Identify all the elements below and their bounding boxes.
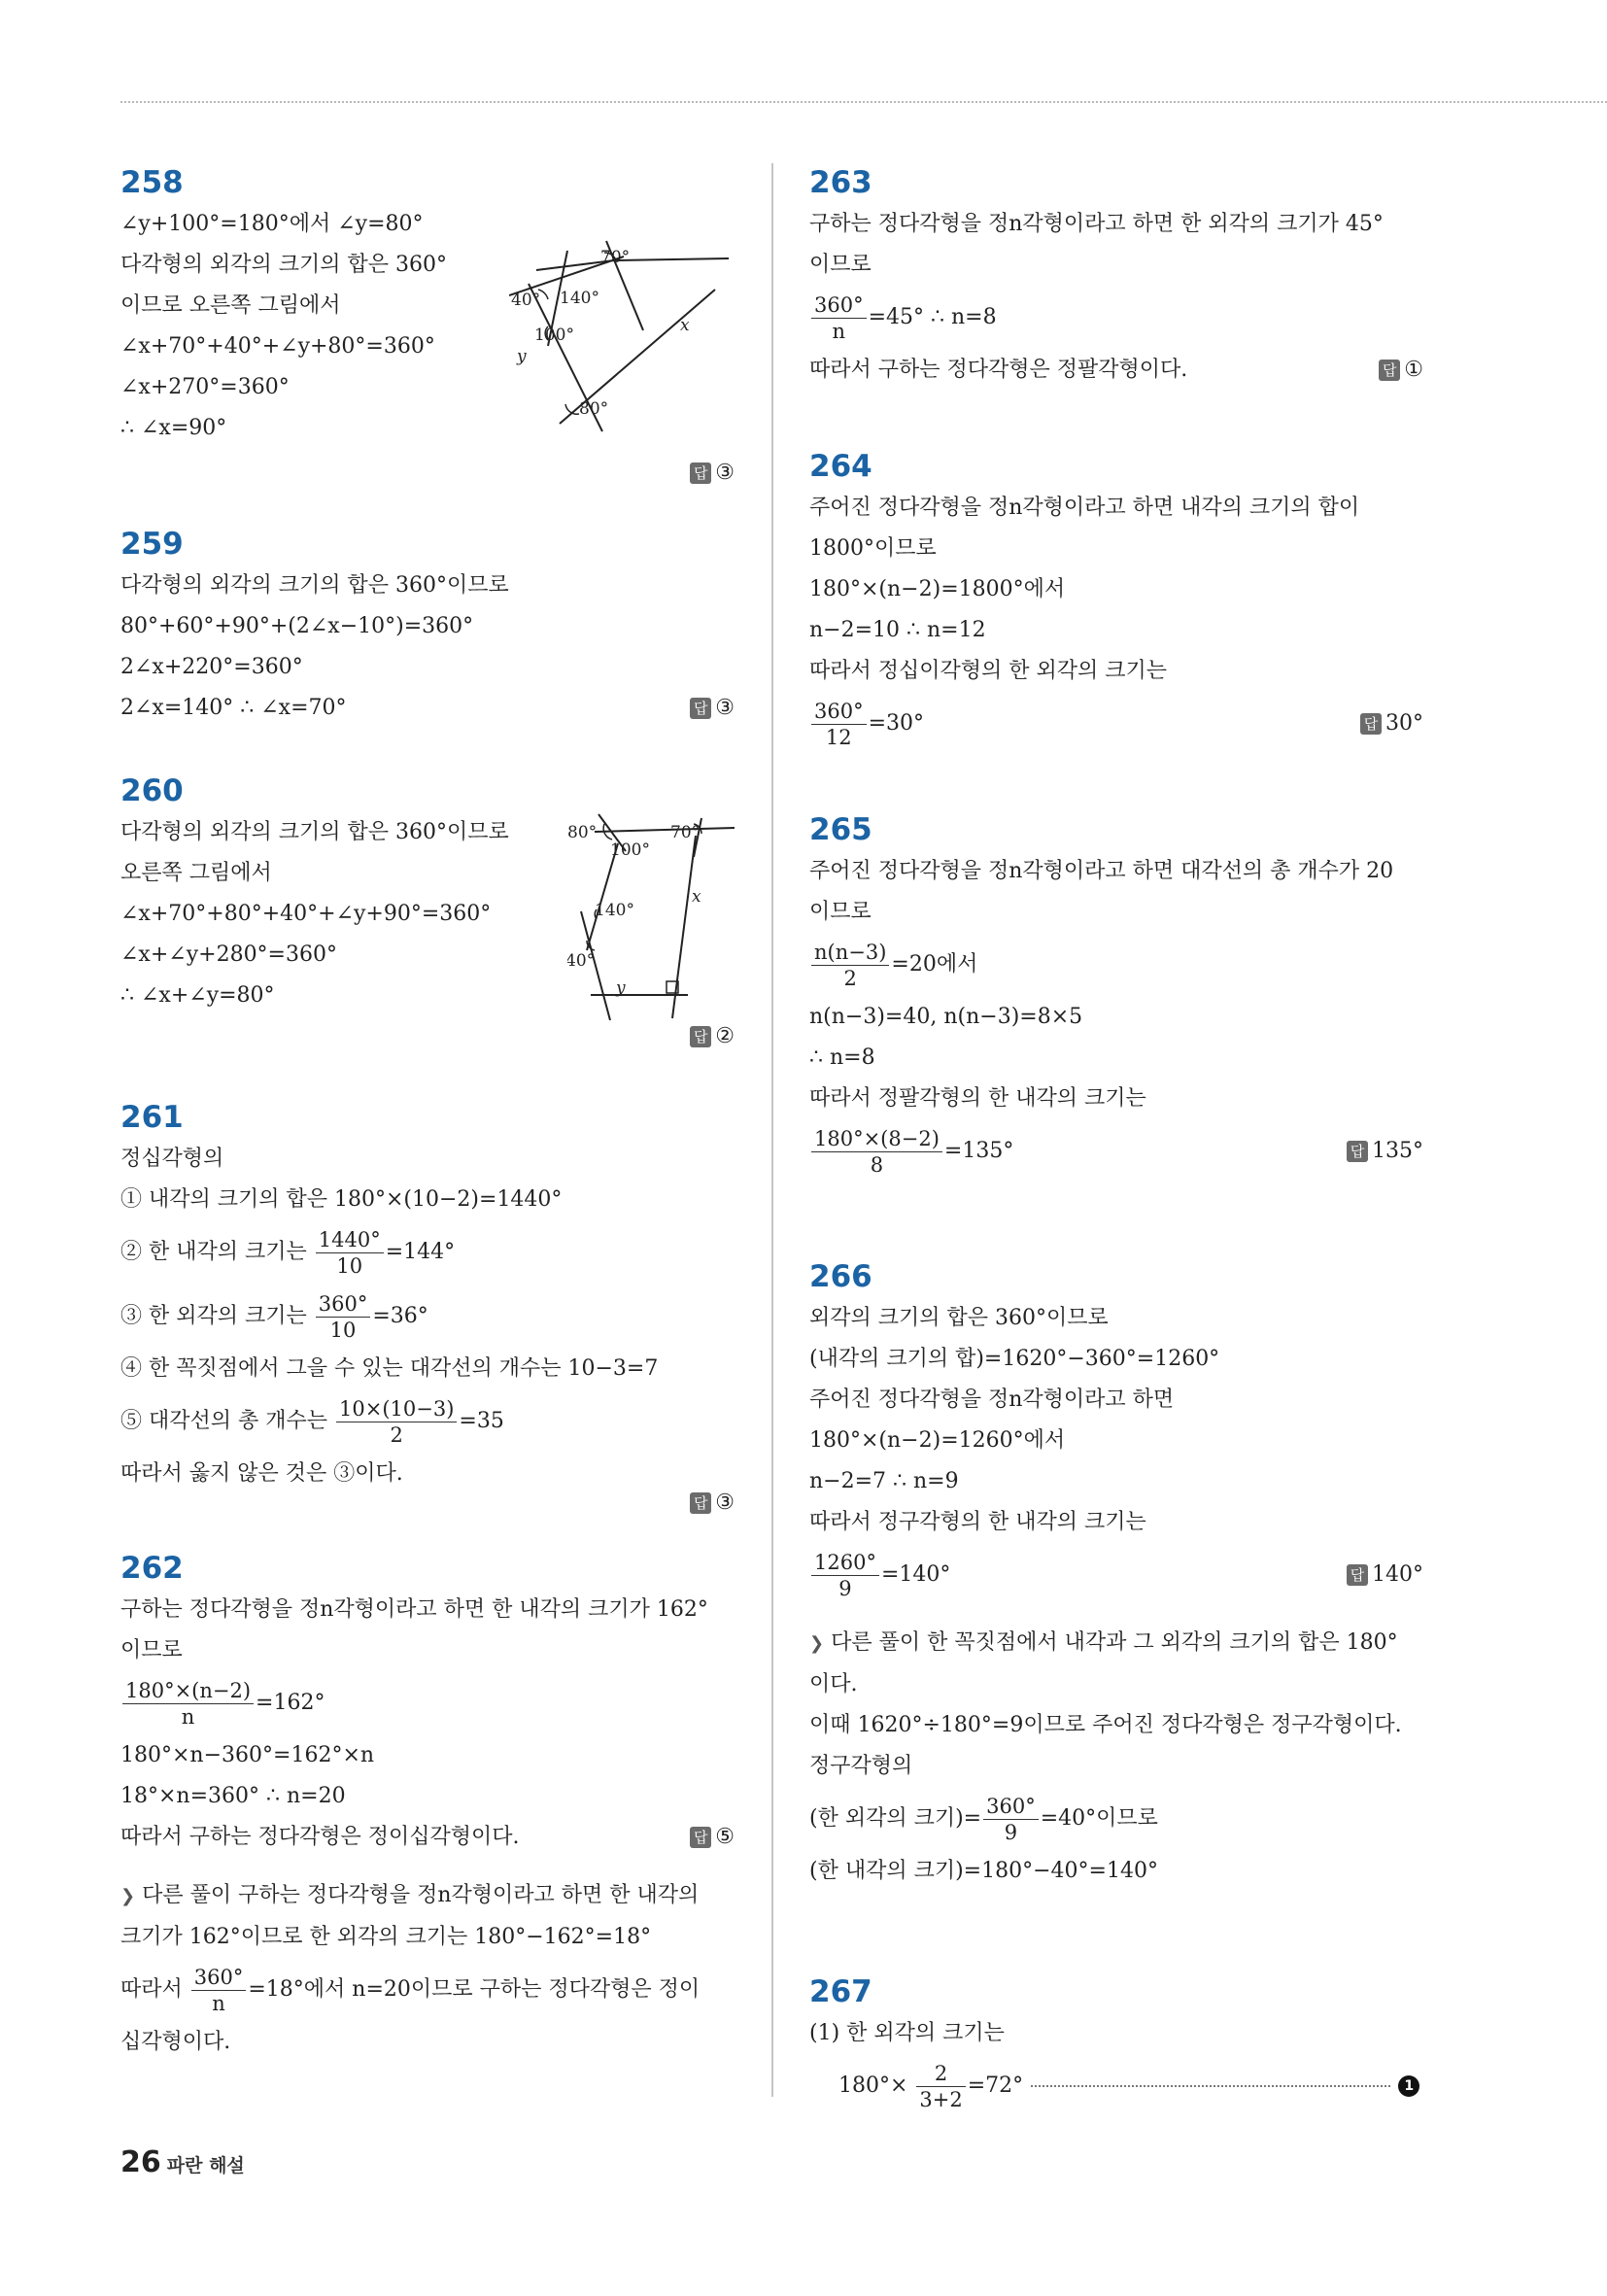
denominator: 3+2 [919, 2087, 963, 2111]
alternative-solution-line: (한 내각의 크기)=180°−40°=140° [809, 1859, 1158, 1883]
text: 다른 풀이 구하는 정다각형을 정n각형이라고 하면 한 내각의 [142, 1883, 700, 1907]
angle-label: 40° [567, 951, 596, 971]
solution-line: 따라서 정구각형의 한 내각의 크기는 [809, 1510, 1146, 1534]
fraction [811, 1550, 879, 1601]
fraction [811, 699, 867, 750]
answer-value: 135° [1372, 1139, 1423, 1163]
answer-label: 답 [1347, 1141, 1368, 1162]
answer [1347, 1555, 1423, 1595]
fraction [916, 2061, 965, 2112]
alternative-solution-line [809, 1787, 1423, 1851]
problem-number: 263 [809, 165, 872, 200]
solution-line: n(n−3)=40, n(n−3)=8×5 [809, 1005, 1083, 1029]
answer-value: ③ [715, 696, 735, 720]
solution-line: ∴ n=8 [809, 1045, 875, 1070]
solution-line [809, 2054, 1423, 2118]
angle-label: 40° [511, 291, 541, 310]
alternative-solution-line [120, 1875, 735, 1917]
solution-line: 따라서 정십이각형의 한 외각의 크기는 [809, 659, 1168, 683]
text: 따라서 [120, 1977, 189, 2002]
denominator: 2 [843, 966, 857, 990]
denominator: 8 [870, 1152, 884, 1177]
answer [690, 1483, 735, 1524]
solution-line: n−2=7 ∴ n=9 [809, 1469, 959, 1493]
numerator: 360° [811, 292, 867, 319]
numerator: 180°×(n−2) [122, 1678, 254, 1704]
angle-label: 80° [567, 823, 598, 842]
problem-267 [809, 1972, 1423, 2118]
solution-line: 이므로 오른쪽 그림에서 [120, 293, 341, 318]
answer-label: 답 [690, 463, 711, 484]
angle-label: 70° [600, 248, 631, 267]
text: (한 외각의 크기)= [809, 1806, 982, 1831]
numerator: 10×(10−3) [336, 1396, 457, 1422]
problem-number: 265 [809, 812, 872, 847]
fraction [336, 1396, 457, 1448]
numerator: n(n−3) [811, 940, 889, 966]
solution-line: 2∠x=140° ∴ ∠x=70° [120, 696, 347, 720]
problem-number: 259 [120, 527, 184, 562]
answer-value: ① [1404, 358, 1423, 382]
text: ⑤ 대각선의 총 개수는 [120, 1409, 334, 1433]
fraction [122, 1678, 254, 1730]
solution-line: 180°×(n−2)=1800°에서 [809, 577, 1066, 601]
answer [690, 688, 735, 729]
text: =45° ∴ n=8 [868, 305, 997, 329]
answer [690, 453, 735, 494]
solution-line: 구하는 정다각형을 정n각형이라고 하면 한 내각의 크기가 162° [120, 1597, 708, 1622]
fraction [811, 292, 867, 344]
solution-line [120, 1671, 735, 1735]
book-section-label: 파란 해설 [166, 2155, 245, 2176]
answer-value: 140° [1372, 1562, 1423, 1587]
solution-line: 80°+60°+90°+(2∠x−10°)=360° [120, 614, 474, 638]
solution-line: 다각형의 외각의 크기의 합은 360°이므로 [120, 573, 509, 598]
text: =20에서 [891, 952, 978, 977]
solution-line [120, 1389, 735, 1454]
solution-line: ∠x+270°=360° [120, 375, 290, 399]
problem-number: 267 [809, 1974, 872, 2009]
solution-line: 180°×n−360°=162°×n [120, 1743, 375, 1767]
solution-line: ∠x+70°+40°+∠y+80°=360° [120, 334, 435, 359]
problem-number: 266 [809, 1259, 872, 1294]
solution-line: (1) 한 외각의 크기는 [809, 2021, 1005, 2045]
problem-number: 261 [120, 1100, 184, 1135]
text: 따라서 구하는 정다각형은 정이십각형이다. [120, 1825, 520, 1849]
angle-label: 70° [670, 823, 701, 842]
pentagon-figure-258 [509, 239, 735, 437]
solution-line: ① 내각의 크기의 합은 180°×(10−2)=1440° [120, 1187, 563, 1212]
denominator: n [181, 1704, 195, 1729]
fraction [316, 1227, 384, 1279]
denominator: 2 [390, 1422, 403, 1447]
text: 다른 풀이 한 꼭짓점에서 내각과 그 외각의 크기의 합은 180° [831, 1630, 1398, 1655]
solution-line [120, 1817, 735, 1858]
numerator: 360° [811, 699, 867, 725]
top-dotted-rule [120, 101, 1607, 103]
alt-solution-marker: ❯ [809, 1633, 825, 1654]
solution-line: 다각형의 외각의 크기의 합은 360°이므로 [120, 820, 509, 844]
problem-number: 258 [120, 165, 184, 200]
numerator: 180°×(8−2) [811, 1126, 942, 1152]
fraction [191, 1965, 247, 2016]
alternative-solution-line: 이때 1620°÷180°=9이므로 주어진 정다각형은 정구각형이다. [809, 1713, 1402, 1737]
solution-line: 오른쪽 그림에서 [120, 861, 272, 885]
answer-label: 답 [1347, 1564, 1368, 1586]
step-number-badge: 1 [1398, 2075, 1419, 2097]
problem-number: 264 [809, 449, 872, 484]
solution-line: 이므로 [809, 253, 872, 277]
problem-262 [120, 1549, 735, 2063]
text: =72° [967, 2073, 1024, 2098]
solution-line: 1800°이므로 [809, 536, 937, 561]
answer [690, 1817, 735, 1858]
solution-line [809, 692, 1423, 756]
answer [690, 1016, 735, 1057]
solution-line: n−2=10 ∴ n=12 [809, 618, 986, 642]
answer-label: 답 [690, 1492, 711, 1514]
answer-label: 답 [690, 698, 711, 719]
text: =36° [372, 1304, 428, 1328]
alternative-solution-line [809, 1623, 1423, 1664]
angle-label: x [680, 316, 690, 335]
problem-259 [120, 525, 735, 771]
solution-line: 따라서 정팔각형의 한 내각의 크기는 [809, 1086, 1146, 1111]
denominator: 9 [838, 1576, 852, 1600]
fraction [811, 940, 889, 991]
problem-number: 262 [120, 1551, 184, 1586]
text: ② 한 내각의 크기는 [120, 1240, 314, 1264]
angle-label: 140° [560, 289, 599, 308]
text: =135° [943, 1139, 1014, 1163]
numerator: 360° [191, 1965, 247, 1991]
solution-line [809, 350, 1423, 391]
numerator: 2 [916, 2061, 965, 2087]
answer-label: 답 [1379, 360, 1400, 381]
problem-number: 260 [120, 773, 184, 808]
problem-264 [809, 447, 1423, 810]
problem-260 [120, 771, 735, 1098]
solution-line: 주어진 정다각형을 정n각형이라고 하면 내각의 크기의 합이 [809, 496, 1360, 520]
numerator: 360° [983, 1794, 1039, 1820]
answer-label: 답 [690, 1827, 711, 1848]
answer-value: ② [715, 1024, 735, 1048]
answer-label: 답 [690, 1026, 711, 1047]
alt-solution-marker: ❯ [120, 1886, 136, 1906]
solution-line: 2∠x+220°=360° [120, 655, 303, 679]
problem-266 [809, 1257, 1423, 1972]
solution-line: 18°×n=360° ∴ n=20 [120, 1784, 346, 1808]
fraction [983, 1794, 1039, 1845]
column-divider [771, 163, 773, 2097]
answer-value: 30° [1385, 711, 1423, 736]
text: =35 [459, 1409, 504, 1433]
text: =144° [385, 1240, 456, 1264]
denominator: 9 [1004, 1820, 1018, 1844]
solution-line: ∴ ∠x+∠y=80° [120, 983, 275, 1008]
angle-label: 100° [534, 326, 574, 345]
solution-line: 외각의 크기의 합은 360°이므로 [809, 1306, 1109, 1330]
answer-value: ⑤ [715, 1825, 735, 1849]
left-column [120, 163, 735, 2063]
solution-line: 주어진 정다각형을 정n각형이라고 하면 대각선의 총 개수가 20 [809, 859, 1394, 883]
denominator: 10 [336, 1253, 363, 1278]
numerator: 1440° [316, 1227, 384, 1253]
angle-label: 100° [610, 840, 650, 860]
alternative-solution-line: 이다. [809, 1672, 858, 1696]
problem-258 [120, 163, 735, 494]
problem-261 [120, 1098, 735, 1549]
solution-line: 따라서 옳지 않은 것은 ③이다. [120, 1461, 403, 1486]
denominator: n [212, 1991, 225, 2015]
problem-265 [809, 810, 1423, 1257]
right-column [809, 163, 1423, 2118]
answer [1347, 1131, 1423, 1172]
solution-line: ∴ ∠x=90° [120, 416, 227, 440]
solution-line [809, 1119, 1423, 1183]
text: =18°에서 n=20이므로 구하는 정다각형은 정이 [248, 1977, 701, 2002]
solution-line: ∠x+70°+80°+40°+∠y+90°=360° [120, 902, 492, 926]
angle-label: 80° [579, 399, 609, 419]
solution-line: ∠x+∠y+280°=360° [120, 942, 337, 967]
denominator: 12 [825, 725, 852, 749]
problem-263 [809, 163, 1423, 447]
solution-line: 이므로 [120, 1638, 183, 1662]
solution-line [809, 1543, 1423, 1607]
alternative-solution-line: 크기가 162°이므로 한 외각의 크기는 180°−162°=18° [120, 1925, 652, 1949]
text: =40°이므로 [1040, 1806, 1158, 1831]
answer [1379, 350, 1423, 391]
angle-label: 140° [595, 901, 634, 920]
solution-line: ∠y+100°=180°에서 ∠y=80° [120, 212, 424, 236]
text: =140° [880, 1562, 951, 1587]
dotted-leader [1031, 2085, 1390, 2087]
answer-value: ③ [715, 1491, 735, 1515]
alternative-solution-line [120, 1958, 735, 2022]
hexagon-figure-260 [567, 805, 742, 1030]
text: 180°× [838, 2073, 915, 2098]
answer-label: 답 [1360, 713, 1382, 735]
numerator: 360° [316, 1291, 371, 1318]
solution-line: 정십각형의 [120, 1147, 224, 1171]
fraction [811, 1126, 942, 1178]
page-number: 26 [120, 2145, 161, 2179]
solution-line: 주어진 정다각형을 정n각형이라고 하면 [809, 1388, 1175, 1412]
numerator: 1260° [811, 1550, 879, 1576]
solution-line: ④ 한 꼭짓점에서 그을 수 있는 대각선의 개수는 10−3=7 [120, 1356, 659, 1381]
solution-line [809, 286, 1423, 350]
solution-line: 다각형의 외각의 크기의 합은 360° [120, 253, 447, 277]
denominator: 10 [329, 1318, 357, 1342]
solution-line [120, 1285, 735, 1349]
solution-line: 구하는 정다각형을 정n각형이라고 하면 한 외각의 크기가 45° [809, 212, 1384, 236]
solution-line [809, 933, 1423, 997]
alternative-solution-line: 정구각형의 [809, 1754, 913, 1778]
solution-line: 이므로 [809, 900, 872, 924]
page-footer [120, 2145, 245, 2179]
fraction [316, 1291, 371, 1343]
angle-label: y [616, 978, 626, 998]
text: ③ 한 외각의 크기는 [120, 1304, 314, 1328]
solution-line [120, 1220, 735, 1285]
text: 따라서 구하는 정다각형은 정팔각형이다. [809, 358, 1188, 382]
solution-line: 180°×(n−2)=1260°에서 [809, 1428, 1066, 1453]
alternative-solution-line: 십각형이다. [120, 2030, 231, 2054]
angle-label: x [692, 887, 701, 907]
angle-label: y [517, 347, 527, 366]
answer-value: ③ [715, 461, 735, 485]
text: =30° [868, 711, 925, 736]
solution-line: (내각의 크기의 합)=1620°−360°=1260° [809, 1347, 1220, 1371]
text: =162° [256, 1691, 325, 1715]
denominator: n [832, 319, 846, 343]
answer [1360, 703, 1423, 744]
